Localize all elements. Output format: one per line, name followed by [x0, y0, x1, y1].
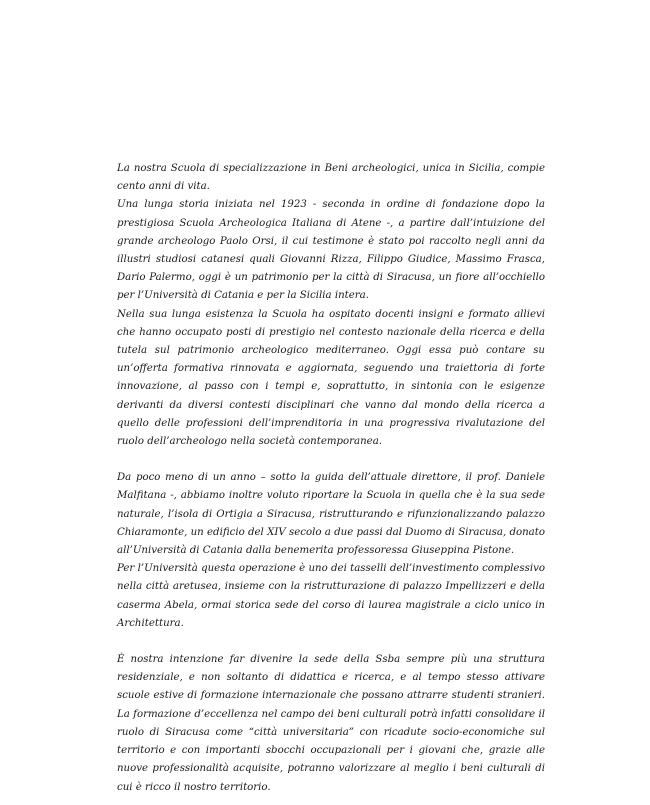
paragraph-university-investment: Per l’Università questa operazione è uno dei tasselli dell’investimento complessivo nella città aretusea, insieme con la ristrutturazione di palazzo Impellizzeri e della caserma Abela, ormai storica sede del corso di laurea magistrale a ciclo unico in Architettura.: [117, 563, 545, 629]
paragraph-new-seat: Da poco meno di un anno – sotto la guida dell’attuale direttore, il prof. Daniele Malfitana -, abbiamo inoltre voluto riportare la Scuola in quella che è la sua sede naturale, l’isola di Ortigia a Siracusa, ristrutturando e rifunzionalizzando palazzo Chiaramonte, un edificio del XIV secolo a due passi dal Duomo di Siracusa, donato all’Università di Catania dalla benemerita professoressa Giuseppina Pistone.: [117, 472, 545, 557]
paragraph-future: È nostra intenzione far divenire la sede della Ssba sempre più una struttura residenziale, e non soltanto di didattica e ricerca, e al tempo stesso attivare scuole estive di formazione internazionale che possano attrarre studenti stranieri. La formazione d’eccellenza nel campo dei beni culturali potrà infatti consolidare il ruolo di Siracusa come “città universitaria” con ricadute socio-economiche sul territorio e con importanti sbocchi occupazionali per i giovani che, grazie alle nuove professionalità acquisite, potranno valorizzare al meglio i beni culturali di cui è ricco il nostro territorio.: [117, 654, 545, 793]
paragraph-legacy: Nella sua lunga esistenza la Scuola ha ospitato docenti insigni e formato allievi che hanno occupato posti di prestigio nel contesto nazionale della ricerca e della tutela sul patrimonio archeologico mediterraneo. Oggi essa può contare su un’offerta formativa rinnovata e aggiornata, seguendo una traiettoria di forte innovazione, al passo con i tempi e, soprattutto, in sintonia con le esigenze derivanti da diversi contesti disciplinari che vanno dal mondo della ricerca a quello delle professioni dell’imprenditoria in una progressiva rivalutazione del ruolo dell’archeologo nella società contemporanea.: [117, 308, 545, 448]
paragraph-intro: La nostra Scuola di specializzazione in Beni archeologici, unica in Sicilia, compie cento anni di vita.: [117, 163, 545, 193]
paragraph-history: Una lunga storia iniziata nel 1923 - seconda in ordine di fondazione dopo la prestigiosa Scuola Archeologica Italiana di Atene -, a partire dall’intuizione del grande archeologo Paolo Orsi, il cui testimone è stato poi raccolto negli anni da illustri studiosi catanesi quali Giovanni Rizza, Filippo Giudice, Massimo Frasca, Dario Palermo, oggi è un patrimonio per la città di Siracusa, un fiore all’occhiello per l’Università di Catania e per la Sicilia intera.: [117, 199, 545, 302]
section-gap: [117, 451, 545, 469]
body-text: [117, 160, 545, 797]
section-gap: [117, 633, 545, 651]
